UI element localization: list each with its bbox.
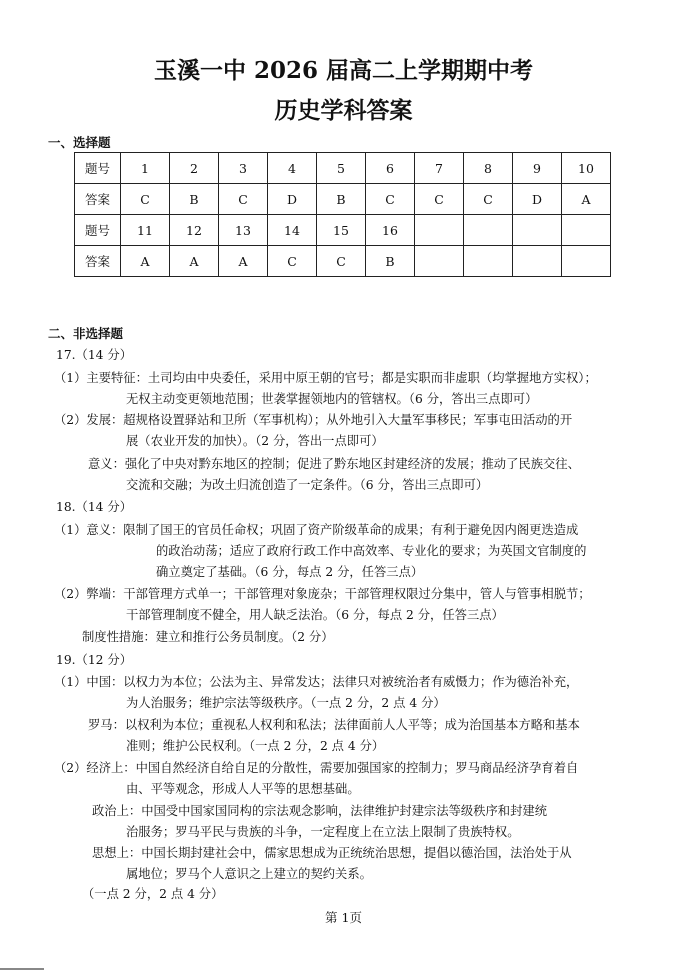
page-number: 第 1页 — [325, 910, 362, 925]
table-cell: C — [366, 184, 415, 215]
table-cell: C — [121, 184, 170, 215]
question-17-header: 17.（14 分） — [56, 348, 133, 362]
table-cell — [464, 215, 513, 246]
table-cell: 答案 — [75, 246, 121, 277]
answer-line: 准则；维护公民权利。（一点 2 分，2 点 4 分） — [126, 739, 385, 753]
table-cell: A — [562, 184, 611, 215]
answer-line: 为人治服务；维护宗法等级秩序。（一点 2 分，2 点 4 分） — [126, 696, 446, 710]
answer-line: 交流和交融；为改土归流创造了一定条件。（6 分，答出三点即可） — [126, 478, 489, 492]
answer-line: （2）经济上：中国自然经济自给自足的分散性，需要加强国家的控制力；罗马商品经济孕育着自 — [54, 761, 579, 775]
table-cell: 7 — [415, 153, 464, 184]
answer-line: 确立奠定了基础。（6 分，每点 2 分，任答三点） — [156, 565, 424, 579]
answer-line: （1）主要特征：土司均由中央委任，采用中原王朝的官号；都是实职而非虚职（均掌握地方实权）； — [54, 371, 597, 385]
table-row — [75, 215, 611, 246]
answer-line: （一点 2 分，2 点 4 分） — [82, 887, 224, 901]
answer-line: 意义：强化了中央对黔东地区的控制；促进了黔东地区封建经济的发展；推动了民族交往、 — [88, 457, 580, 471]
answer-line: （1）意义：限制了国王的官员任命权；巩固了资产阶级革命的成果；有利于避免因内阁更迭造成 — [54, 523, 579, 537]
question-18-header: 18.（14 分） — [56, 500, 133, 514]
table-cell: A — [170, 246, 219, 277]
table-cell — [562, 246, 611, 277]
table-cell: B — [366, 246, 415, 277]
table-cell — [562, 215, 611, 246]
scroll-indicator — [0, 968, 44, 970]
table-cell: C — [464, 184, 513, 215]
table-cell: 10 — [562, 153, 611, 184]
answer-line: （1）中国：以权力为本位；公法为主、异常发达；法律只对被统治者有威慑力；作为德治补充， — [54, 675, 579, 689]
table-cell: C — [268, 246, 317, 277]
answer-line: （2）弊端：干部管理方式单一；干部管理对象庞杂；干部管理权限过分集中，管人与管事相脱节； — [54, 587, 591, 601]
table-cell — [513, 215, 562, 246]
table-cell: A — [121, 246, 170, 277]
table-cell: 9 — [513, 153, 562, 184]
answer-line: 政治上：中国受中国家国同构的宗法观念影响，法律维护封建宗法等级秩序和封建统 — [92, 804, 547, 818]
answer-line: 无权主动变更领地范围；世袭掌握领地内的管辖权。（6 分，答出三点即可） — [126, 392, 538, 406]
table-cell: D — [513, 184, 562, 215]
page-subtitle: 历史学科答案 — [274, 97, 413, 124]
answer-line: 属地位；罗马个人意识之上建立的契约关系。 — [126, 867, 372, 881]
answer-line: 罗马：以权利为本位；重视私人权利和私法；法律面前人人平等；成为治国基本方略和基本 — [88, 718, 580, 732]
table-row — [75, 184, 611, 215]
section-heading-nonchoice: 二、非选择题 — [48, 326, 124, 341]
section-heading-choice: 一、选择题 — [48, 135, 111, 150]
table-cell: 3 — [219, 153, 268, 184]
answer-line: 制度性措施：建立和推行公务员制度。（2 分） — [82, 630, 334, 644]
table-cell — [415, 215, 464, 246]
answer-line: 治服务；罗马平民与贵族的斗争，一定程度上在立法上限制了贵族特权。 — [126, 825, 520, 839]
page-title: 玉溪一中 2026 届高二上学期期中考 — [153, 57, 534, 84]
table-cell: C — [317, 246, 366, 277]
table-cell: 6 — [366, 153, 415, 184]
answer-line: 干部管理制度不健全，用人缺乏法治。（6 分，每点 2 分，任答三点） — [126, 608, 504, 622]
table-cell: 12 — [170, 215, 219, 246]
answer-line: 思想上：中国长期封建社会中，儒家思想成为正统统治思想，提倡以德治国，法治处于从 — [92, 846, 572, 860]
answer-line: 由、平等观念，形成人人平等的思想基础。 — [126, 782, 360, 796]
table-cell: 16 — [366, 215, 415, 246]
table-cell: 13 — [219, 215, 268, 246]
table-cell: 14 — [268, 215, 317, 246]
table-cell: 1 — [121, 153, 170, 184]
table-cell: 4 — [268, 153, 317, 184]
table-cell — [415, 246, 464, 277]
table-cell: 2 — [170, 153, 219, 184]
table-cell: C — [219, 184, 268, 215]
table-cell: A — [219, 246, 268, 277]
answer-line: 的政治动荡；适应了政府行政工作中高效率、专业化的要求；为英国文官制度的 — [156, 544, 587, 558]
table-cell — [513, 246, 562, 277]
table-cell — [464, 246, 513, 277]
answer-table — [74, 152, 611, 277]
table-cell: B — [170, 184, 219, 215]
answer-line: 展（农业开发的加快）。（2 分，答出一点即可） — [126, 434, 384, 448]
table-cell: 答案 — [75, 184, 121, 215]
table-cell: D — [268, 184, 317, 215]
table-cell: 11 — [121, 215, 170, 246]
answer-line: （2）发展：超规格设置驿站和卫所（军事机构）；从外地引入大量军事移民；军事屯田活动的开 — [54, 413, 573, 427]
table-cell: 5 — [317, 153, 366, 184]
table-row — [75, 153, 611, 184]
table-cell: 8 — [464, 153, 513, 184]
table-cell: 题号 — [75, 153, 121, 184]
table-cell: B — [317, 184, 366, 215]
table-row — [75, 246, 611, 277]
question-19-header: 19.（12 分） — [56, 653, 133, 667]
table-cell: C — [415, 184, 464, 215]
table-cell: 15 — [317, 215, 366, 246]
table-cell: 题号 — [75, 215, 121, 246]
